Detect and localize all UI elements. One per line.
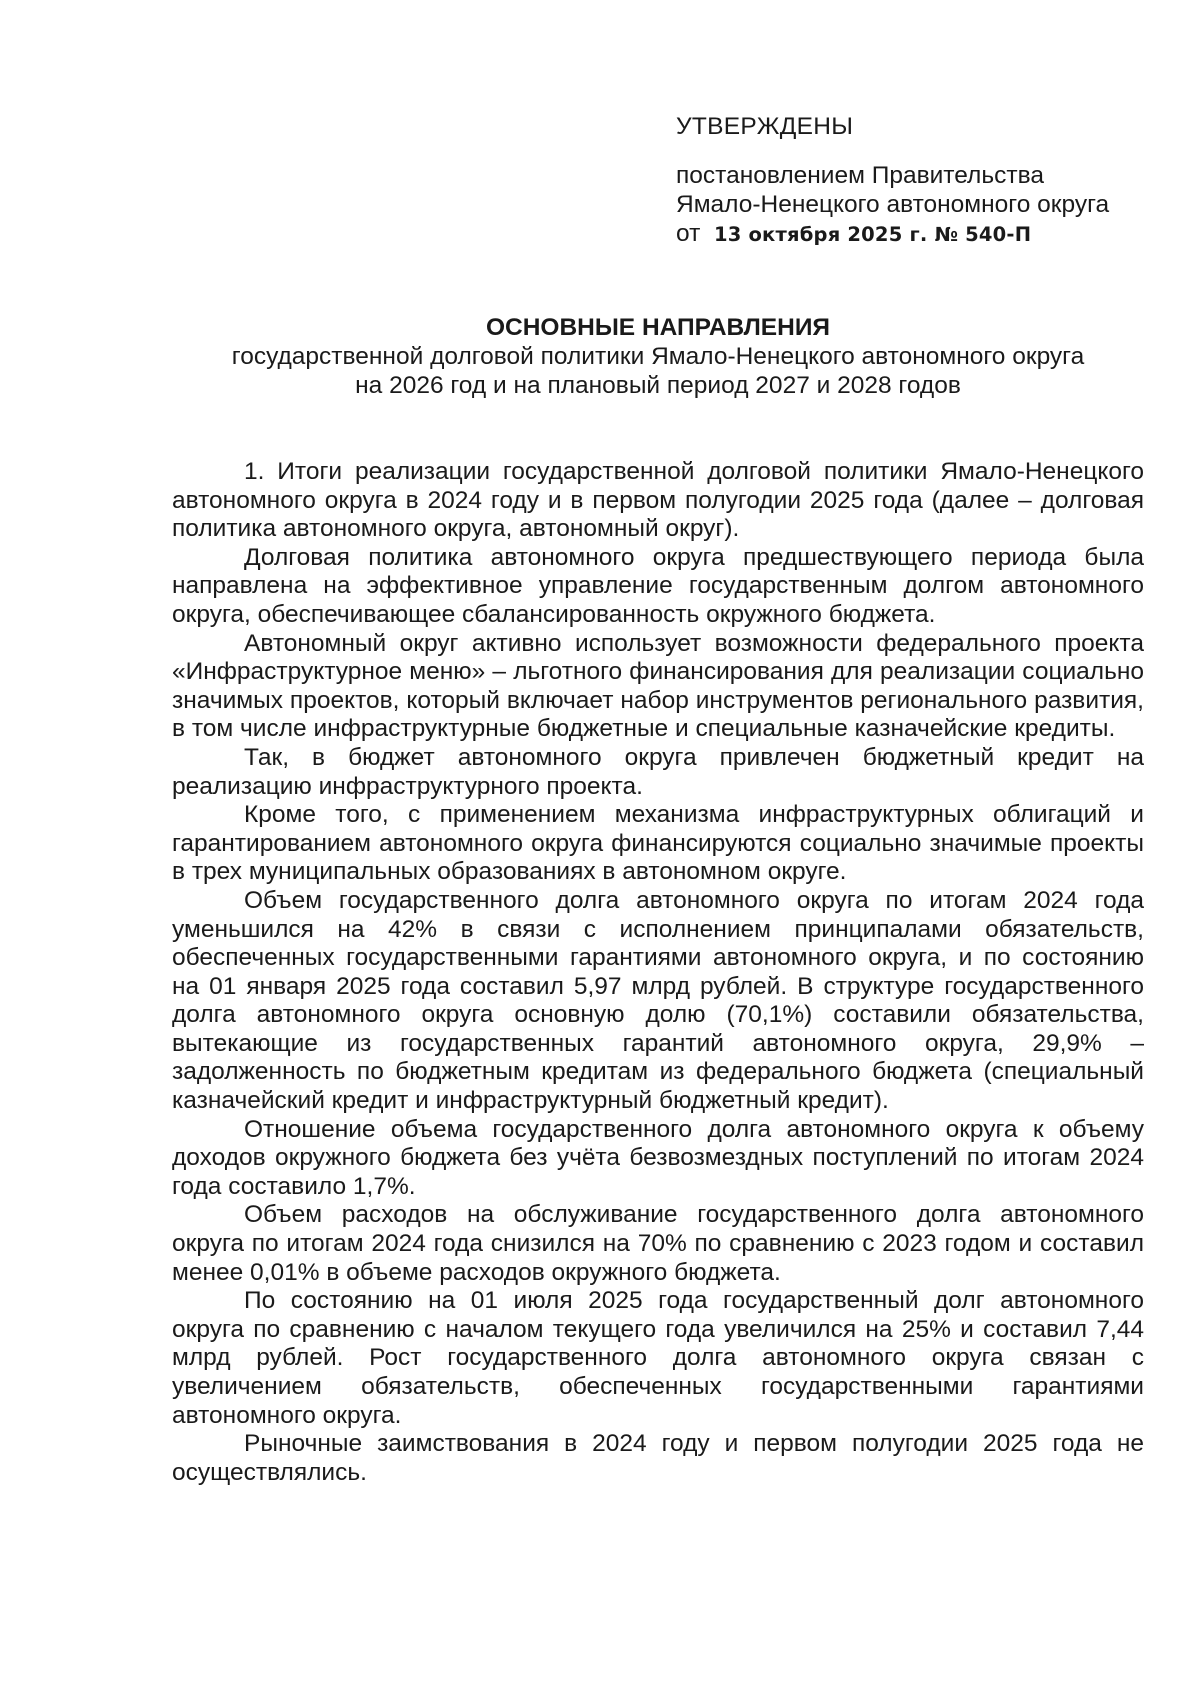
date-prefix: от [676, 220, 701, 247]
approval-line-1: постановлением Правительства [676, 162, 1044, 189]
paragraph: Так, в бюджет автономного округа привлечен бюджетный кредит на реализацию инфраструктурного проекта. [172, 743, 1144, 800]
paragraph: Автономный округ активно использует возможности федерального проекта «Инфраструктурное меню» – льготного финансирования для реализации социально значимых проектов, который включает набор инструментов регионального развития, в том числе инфраструктурные бюджетные и специальные казначейские кредиты. [172, 629, 1144, 743]
document-title: ОСНОВНЫЕ НАПРАВЛЕНИЯ [485, 314, 831, 341]
document-body [172, 458, 1144, 1487]
paragraph: Рыночные заимствования в 2024 году и первом полугодии 2025 года не осуществлялись. [172, 1430, 1144, 1486]
approval-block [676, 112, 1176, 249]
paragraph: Отношение объема государственного долга автономного округа к объему доходов окружного бюджета без учёта безвозмездных поступлений по итогам 2024 года составило 1,7%. [172, 1115, 1144, 1200]
paragraph: По состоянию на 01 июля 2025 года государственный долг автономного округа по сравнению с началом текущего года увеличился на 25% и составил 7,44 млрд рублей. Рост государственного долга автономного округа связан с увеличением обязательств, обеспеченных государственными гарантиями автономного округа. [172, 1287, 1144, 1429]
paragraph: Кроме того, с применением механизма инфраструктурных облигаций и гарантированием автономного округа финансируются социально значимые проекты в трех муниципальных образованиях в автономном округе. [172, 801, 1144, 886]
document-title-block [172, 313, 1144, 400]
resolution-date-number: 13 октября 2025 г. № 540-П [713, 223, 1032, 246]
document-subtitle-line-2: на 2026 год и на плановый период 2027 и 2028 годов [355, 372, 961, 399]
paragraph: Объем государственного долга автономного округа по итогам 2024 года уменьшился на 42% в связи с исполнением принципалами обязательств, обеспеченных государственными гарантиями автономного округа, и по состоянию на 01 января 2025 года составил 5,97 млрд рублей. В структуре государственного долга автономного округа основную долю (70,1%) составили обязательства, вытекающие из государственных гарантий автономного округа, 29,9% – задолженность по бюджетным кредитам из федерального бюджета (специальный казначейский кредит и инфраструктурный бюджетный кредит). [172, 886, 1144, 1115]
paragraph: Объем расходов на обслуживание государственного долга автономного округа по итогам 2024 года снизился на 70% по сравнению с 2023 годом и составил менее 0,01% в объеме расходов окружного бюджета. [172, 1201, 1144, 1286]
approval-line-2: Ямало-Ненецкого автономного округа [676, 191, 1110, 218]
approval-heading: УТВЕРЖДЕНЫ [676, 113, 854, 140]
approval-date-line [676, 219, 1176, 249]
document-subtitle-line-1: государственной долговой политики Ямало-Ненецкого автономного округа [231, 343, 1085, 370]
paragraph: Долговая политика автономного округа предшествующего периода была направлена на эффективное управление государственным долгом автономного округа, обеспечивающее сбалансированность окружного бюджета. [172, 543, 1144, 628]
paragraph: 1. Итоги реализации государственной долговой политики Ямало-Ненецкого автономного округа в 2024 году и в первом полугодии 2025 года (далее – долговая политика автономного округа, автономный округ). [172, 458, 1144, 543]
